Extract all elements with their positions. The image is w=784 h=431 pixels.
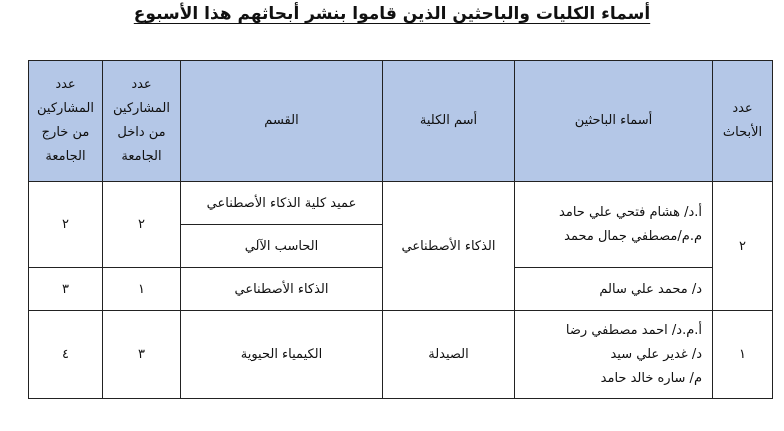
header-department: القسم [181, 61, 383, 182]
header-college: أسم الكلية [383, 61, 515, 182]
college-cell: الصيدلة [383, 311, 515, 399]
researchers-cell: أ.د/ هشام فتحي علي حامد م.م/مصطفي جمال محمد [515, 182, 713, 268]
header-researchers: أسماء الباحثين [515, 61, 713, 182]
table-row [29, 311, 773, 399]
college-cell: الذكاء الأصطناعي [383, 182, 515, 311]
inside-participants-cell: ٣ [103, 311, 181, 399]
header-inside-participants: عدد المشاركين من داخل الجامعة [103, 61, 181, 182]
header-outside-participants: عدد المشاركين من خارج الجامعة [29, 61, 103, 182]
outside-participants-cell: ٣ [29, 268, 103, 311]
num-papers-cell: ٢ [713, 182, 773, 311]
inside-participants-cell: ١ [103, 268, 181, 311]
inside-participants-cell: ٢ [103, 182, 181, 268]
num-papers-cell: ١ [713, 311, 773, 399]
research-table [28, 60, 773, 399]
researchers-cell: د/ محمد علي سالم [515, 268, 713, 311]
header-num-papers: عدد الأبحاث [713, 61, 773, 182]
department-cell: الذكاء الأصطناعي [181, 268, 383, 311]
department-cell: الكيمياء الحيوية [181, 311, 383, 399]
department-cell: الحاسب الآلي [181, 225, 383, 268]
header-row [29, 61, 773, 182]
table-row [29, 182, 773, 225]
page-title: أسماء الكليات والباحثين الذين قاموا بنشر أبحاثهم هذا الأسبوع [133, 4, 651, 24]
department-cell: عميد كلية الذكاء الأصطناعي [181, 182, 383, 225]
outside-participants-cell: ٢ [29, 182, 103, 268]
researchers-cell: أ.م.د/ احمد مصطفي رضا د/ غدير علي سيد م/ ساره خالد حامد [515, 311, 713, 399]
outside-participants-cell: ٤ [29, 311, 103, 399]
